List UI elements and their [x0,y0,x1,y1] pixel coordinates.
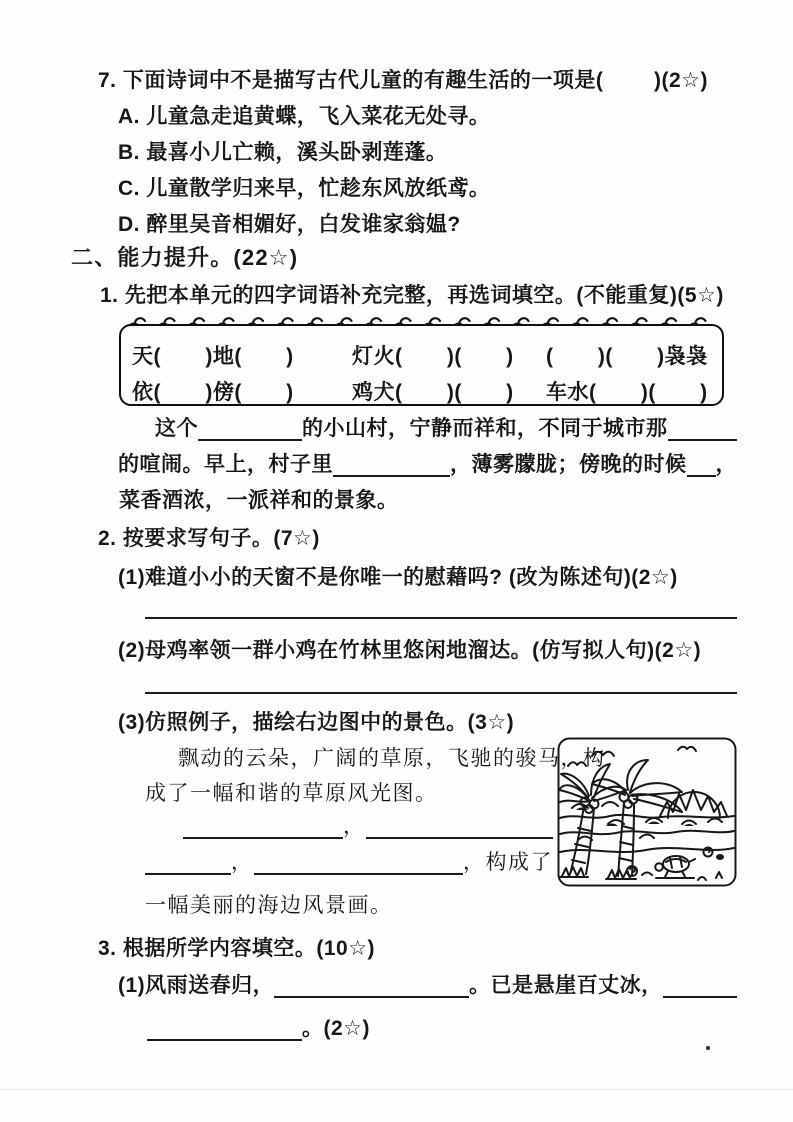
comma-separator: ， [231,850,254,874]
question-7-option-d: D. 醉里吴音相媚好，白发谁家翁媪? [118,213,461,236]
answer-blank [254,867,464,875]
poem-text: (1)风雨送春归， [118,974,275,997]
example-sentence-line-2: 成了一幅和谐的草原风光图。 [145,781,438,805]
paragraph-text: 这个 [155,417,198,440]
fill-paragraph-line-1 [155,416,737,441]
answer-fill-line-3: 一幅美丽的海边风景画。 [145,893,393,917]
item-3-sub-1-continued [147,1016,387,1041]
section-2-heading: 二、能力提升。(22☆) [71,245,299,270]
fill-tail-text: ，构成了 [463,850,553,874]
answer-blank [663,990,737,998]
item-3-sub-1 [118,973,737,998]
poem-text: 。已是悬崖百丈冰， [469,974,663,997]
word-bank-row [121,376,722,402]
answer-fill-line-2 [145,850,553,875]
score-text: 。(2☆) [302,1017,370,1040]
item-2-sub-3: (3)仿照例子，描绘右边图中的景色。(3☆) [118,711,515,734]
question-7-option-c: C. 儿童散学归来早，忙趁东风放纸鸢。 [118,177,491,200]
item-3-title: 3. 根据所学内容填空。(10☆) [98,937,376,960]
answer-blank [274,990,469,998]
paragraph-text: ， [715,453,737,476]
word-blank-tian-di: 天( )地( ) [132,345,294,368]
answer-blank [145,867,231,875]
word-blank-jiquan: 鸡犬( )( ) [352,381,514,404]
word-blank-cheshui: 车水( )( ) [546,381,708,404]
answer-blank [147,1033,302,1041]
answer-blank [668,433,738,441]
answer-line [145,617,737,619]
item-1-title: 1. 先把本单元的四字词语补充完整，再选词填空。(不能重复)(5☆) [100,284,724,307]
answer-line [145,692,737,694]
beach-scene-illustration [556,736,738,888]
paragraph-text: 的喧闹。早上，村子里 [118,453,333,476]
question-7-option-b: B. 最喜小儿亡赖，溪头卧剥莲蓬。 [118,141,448,164]
item-2-sub-2: (2)母鸡率领一群小鸡在竹林里悠闲地溜达。(仿写拟人句)(2☆) [118,639,702,662]
answer-blank [366,831,554,839]
word-blank-yi-bang: 依( )傍( ) [132,381,294,404]
fill-paragraph-line-3: 菜香酒浓，一派祥和的景象。 [119,489,399,512]
comma-separator: ， [343,814,366,838]
word-blank-niaoniao: ( )( )袅袅 [546,345,708,368]
paragraph-text: ，薄雾朦胧；傍晚的时候 [450,453,687,476]
word-blank-denghuo: 灯火( )( ) [352,345,514,368]
answer-blank [183,831,343,839]
paragraph-text: 的小山村，宁静而祥和，不同于城市那 [302,417,668,440]
scan-fold-line [0,1089,793,1090]
answer-blank [198,433,302,441]
example-sentence-line-1: 飘动的云朵，广阔的草原，飞驰的骏马，构 [178,746,606,770]
answer-fill-line-1 [183,814,553,839]
question-7-title: 7. 下面诗词中不是描写古代儿童的有趣生活的一项是( )(2☆) [98,69,708,92]
fill-paragraph-line-2 [118,452,737,477]
answer-blank [687,469,716,477]
item-2-sub-1: (1)难道小小的天窗不是你唯一的慰藉吗? (改为陈述句)(2☆) [118,566,678,589]
question-7-option-a: A. 儿童急走追黄蝶，飞入菜花无处寻。 [118,105,491,128]
word-bank-row [121,340,722,366]
item-2-title: 2. 按要求写句子。(7☆) [98,527,320,550]
word-bank-box [119,324,724,406]
answer-blank [333,469,450,477]
scan-speck [706,1046,710,1050]
